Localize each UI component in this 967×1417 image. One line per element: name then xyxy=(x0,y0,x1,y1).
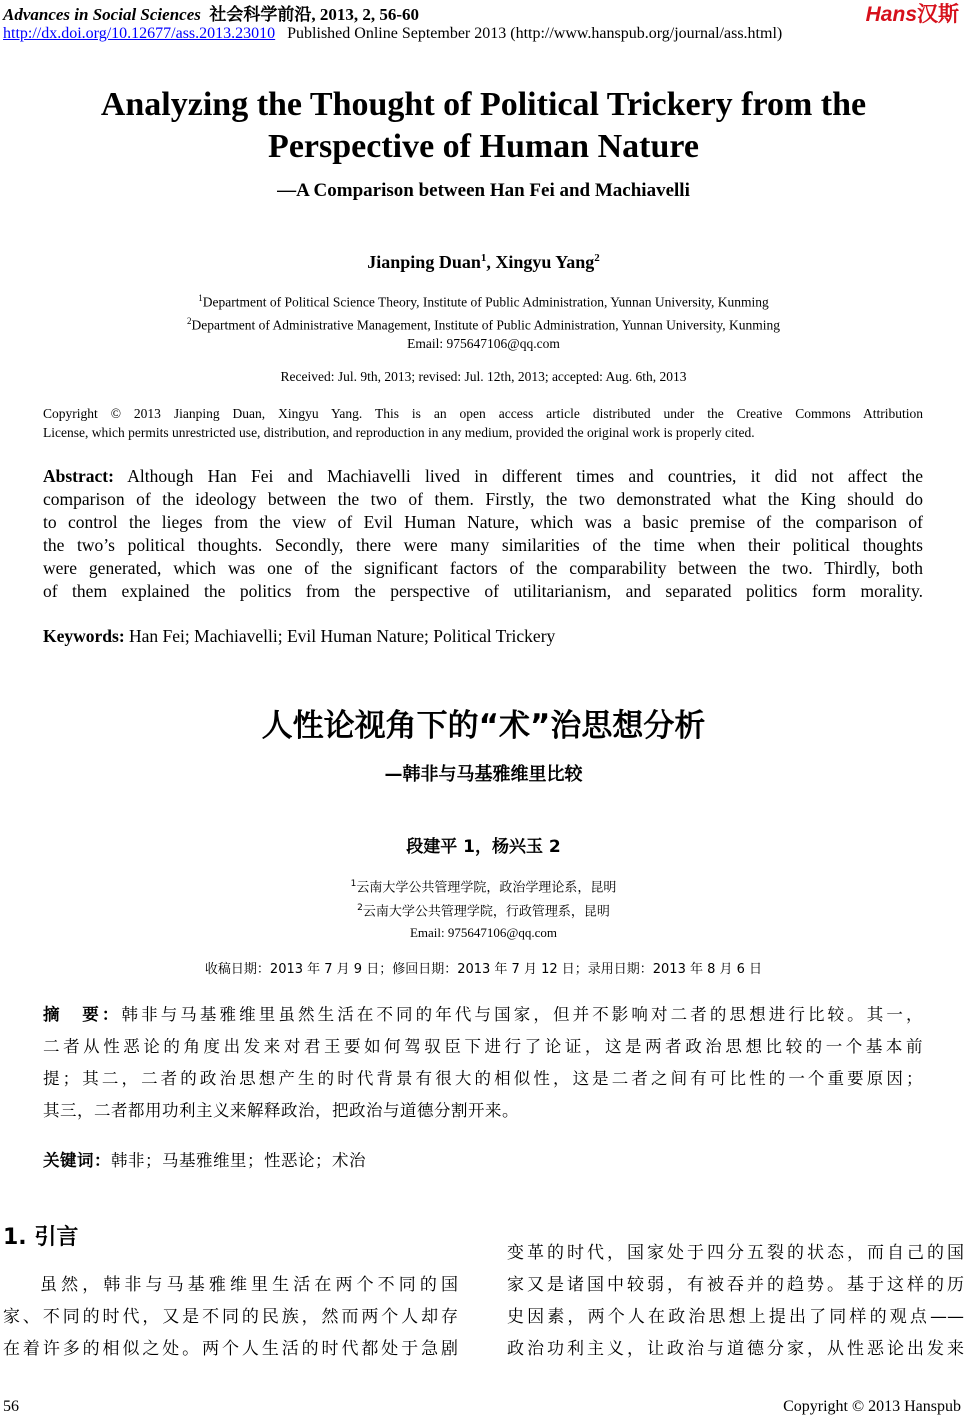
email: Email: 975647106@qq.com xyxy=(409,924,557,940)
cn-dates: 收稿日期：2013 年 7 月 9 日；修回日期：2013 年 7 月 12 日；录用日期：2013 年 8 月 6 日 xyxy=(204,962,763,977)
doi-link[interactable]: http://dx.doi.org/10.12677/ass.2013.23010 xyxy=(3,25,276,42)
footer-copyright: Copyright © 2013 Hanspub xyxy=(783,1398,961,1415)
cn-title: 人性论视角下的“术”治思想分析 xyxy=(261,708,706,744)
journal-name: Advances in Social Sciences xyxy=(3,5,201,24)
cn-keywords xyxy=(43,1147,923,1171)
email: Email: 975647106@qq.com xyxy=(407,336,560,351)
paper-title xyxy=(0,84,967,168)
journal-cn: 社会科学前沿, 2013, 2, 56-60 xyxy=(209,5,420,24)
keywords xyxy=(43,626,923,647)
cn-subtitle: —韩非与马基雅维里比较 xyxy=(384,764,583,785)
title-line: Analyzing the Thought of Political Trickery from the xyxy=(100,86,867,123)
journal-header xyxy=(3,0,419,25)
authors: Jianping Duan$^1$, Xingyu Yang$^2$ xyxy=(367,252,600,272)
cn-affiliations: $^1$云南大学公共管理学院，政治学理论系，昆明 $^2$云南大学公共管理学院，行政管理系，昆明 Email: 975647106@qq.com xyxy=(0,874,967,943)
affiliation: Department of Political Science Theory, Institute of Public Administration, Yunnan University, Kunming xyxy=(202,294,769,310)
copyright-line: License, which permits unrestricted use, distribution, and reproduction in any medium, provided the original work is properly cited. xyxy=(43,425,755,440)
body-line: 政治功利主义，让政治与道德分家，从性恶论出发来 xyxy=(507,1339,964,1359)
affiliation: 云南大学公共管理学院，行政管理系，昆明 xyxy=(362,904,610,920)
cn-abstract-line xyxy=(43,1001,923,1025)
abstract-line: the two’s political thoughts. Secondly, there were many similarities of the time when their political thoughts xyxy=(43,535,923,555)
author: Jianping Duan xyxy=(367,252,481,272)
keywords-text: Han Fei; Machiavelli; Evil Human Nature; Political Trickery xyxy=(129,626,556,646)
abstract-text: Although Han Fei and Machiavelli lived in different times and countries, it did not affect the xyxy=(127,466,923,486)
affiliations: $^1$Department of Political Science Theory, Institute of Public Administration, Yunnan University, Kunming $^2$Department of Administrative Management, Institute of Public Administration, Yunnan University, Kunming Email: 975647106@qq.com xyxy=(0,289,967,353)
cn-keywords-text: 韩非；马基雅维里；性恶论；术治 xyxy=(111,1151,366,1170)
body-line: 虽然，韩非与马基雅维里生活在两个不同的国 xyxy=(40,1275,458,1295)
body-line: 家、不同的时代，又是不同的民族，然而两个人却存 xyxy=(3,1307,458,1327)
received-dates: Received: Jul. 9th, 2013; revised: Jul. 12th, 2013; accepted: Aug. 6th, 2013 xyxy=(280,369,687,384)
abstract-line: were generated, which was one of the significant factors of the comparability between the two. Thirdly, both xyxy=(43,558,923,578)
published-info: Published Online September 2013 (http://www.hanspub.org/journal/ass.html) xyxy=(287,25,783,42)
cn-abstract-line: 其三，二者都用功利主义来解释政治，把政治与道德分割开来。 xyxy=(43,1101,519,1120)
cn-keywords-label: 关键词： xyxy=(43,1151,111,1170)
body-line: 在着许多的相似之处。两个人生活的时代都处于急剧 xyxy=(3,1339,458,1359)
abstract-line: of them explained the politics from the perspective of utilitarianism, and separated politics form morality. xyxy=(43,581,923,601)
abstract-line: to control the lieges from the view of Evil Human Nature, which was a basic premise of the comparison of xyxy=(43,512,923,532)
hans-logo: Hans汉斯 xyxy=(865,3,959,26)
author: Xingyu Yang xyxy=(495,252,595,272)
cn-abstract-line: 二者从性恶论的角度出发来对君王要如何驾驭臣下进行了论证，这是两者政治思想比较的一个基本前 xyxy=(43,1037,923,1056)
doi-line xyxy=(3,25,782,43)
page-number: 56 xyxy=(3,1398,19,1415)
abstract-line: comparison of the ideology between the two of them. Firstly, the two demonstrated what the King should do xyxy=(43,489,923,509)
copyright-line: Copyright © 2013 Jianping Duan, Xingyu Yang. This is an open access article distributed under the Creative Commons Attribution xyxy=(43,406,923,421)
cn-authors: 段建平 1，杨兴玉 2 xyxy=(406,837,561,857)
abstract-label: Abstract: xyxy=(43,466,114,486)
cn-abstract-line: 提；其二，二者的政治思想产生的时代背景有很大的相似性，这是二者之间有可比性的一个重要原因； xyxy=(43,1069,923,1088)
body-line: 史因素，两个人在政治思想上提出了同样的观点—— xyxy=(507,1307,964,1327)
title-line: Perspective of Human Nature xyxy=(268,128,699,165)
body-line: 变革的时代，国家处于四分五裂的状态，而自己的国 xyxy=(507,1243,964,1263)
abstract-line xyxy=(43,466,923,487)
paper-subtitle: —A Comparison between Han Fei and Machiavelli xyxy=(277,180,690,201)
section-heading: 1. 引言 xyxy=(3,1225,79,1250)
cn-abstract-label: 摘 要： xyxy=(43,1005,122,1024)
body-line: 家又是诸国中较弱，有被吞并的趋势。基于这样的历 xyxy=(507,1275,964,1295)
keywords-label: Keywords: xyxy=(43,626,125,646)
affiliation: Department of Administrative Management, Institute of Public Administration, Yunnan University, Kunming xyxy=(191,317,780,332)
affiliation: 云南大学公共管理学院，政治学理论系，昆明 xyxy=(356,880,617,896)
cn-abstract-text: 韩非与马基雅维里虽然生活在不同的年代与国家，但并不影响对二者的思想进行比较。其一， xyxy=(121,1005,924,1024)
